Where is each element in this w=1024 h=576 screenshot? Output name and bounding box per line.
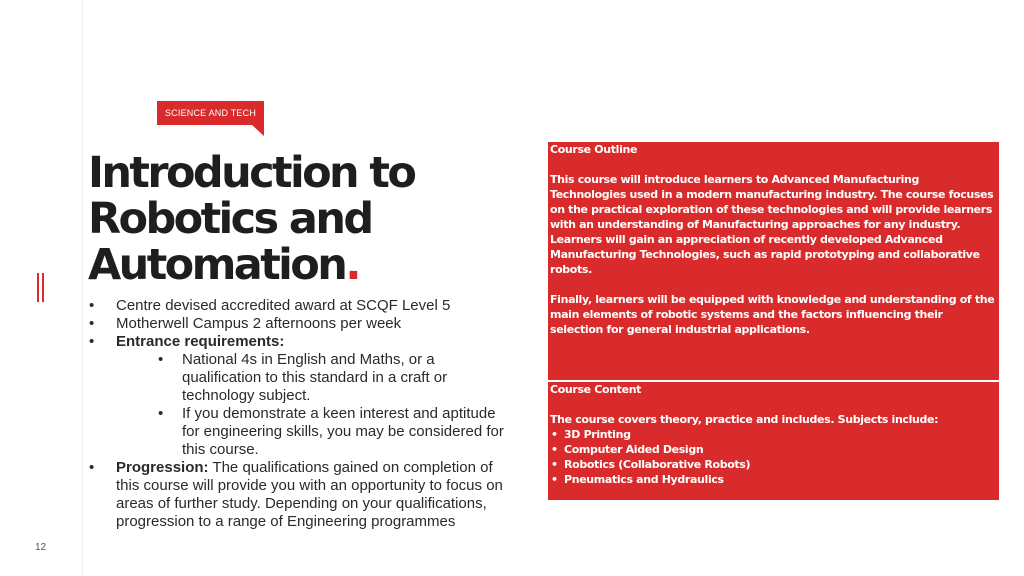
progression-label: Progression: (116, 459, 209, 476)
title-dot: . (345, 240, 360, 290)
left-margin-divider (82, 0, 83, 576)
sub-bullet-qualifications: • National 4s in English and Maths, or a qualification to this standard in a craft or technology subject. (116, 351, 508, 405)
page-title (88, 150, 414, 288)
bullet-campus: • Motherwell Campus 2 afternoons per week (88, 315, 508, 333)
outline-paragraph-1: This course will introduce learners to Advanced Manufacturing Technologies used in a modern manufacturing industry. The course focuses on the practical exploration of these technologies and will provide learners with an understanding of Manufacturing approaches for any industry. (550, 173, 994, 231)
bullet-entrance (88, 333, 508, 459)
progression-text: The qualifications gained on completion of this course will provide you with an opportunity to focus on areas of further study. Depending on your qualifications, progression to a range of Engineering programmes (116, 459, 503, 530)
title-line-1: Introduction to (88, 148, 415, 198)
content-item: • Pneumatics and Hydraulics (550, 472, 997, 487)
content-item: • 3D Printing (550, 427, 997, 442)
content-item: • Robotics (Collaborative Robots) (550, 457, 997, 472)
outline-paragraph-2: Learners will gain an appreciation of recently developed Advanced Manufacturing Technologies, such as rapid prototyping and collaborative robots. (550, 233, 980, 276)
category-tag-tail (252, 125, 264, 136)
course-outline-panel (548, 142, 999, 380)
title-line-3: Automation (88, 240, 346, 290)
content-item: • Computer Aided Design (550, 442, 997, 457)
course-details-list (88, 297, 508, 531)
content-intro: The course covers theory, practice and includes. Subjects include: (550, 413, 939, 426)
bullet-progression (88, 459, 508, 531)
title-line-2: Robotics and (88, 194, 372, 244)
content-heading: Course Content (550, 383, 642, 396)
category-tag: SCIENCE AND TECH (157, 101, 264, 125)
accent-bars-icon (37, 273, 45, 302)
outline-paragraph-3: Finally, learners will be equipped with knowledge and understanding of the main elements of robotic systems and the factors influencing their selection for general industrial applications. (550, 293, 995, 336)
bullet-award: • Centre devised accredited award at SCQF Level 5 (88, 297, 508, 315)
course-content-panel (548, 382, 999, 500)
sub-bullet-interest: • If you demonstrate a keen interest and aptitude for engineering skills, you may be considered for this course. (116, 405, 508, 459)
page-number: 12 (35, 542, 47, 553)
entrance-label: Entrance requirements: (116, 333, 285, 350)
outline-heading: Course Outline (550, 143, 638, 156)
